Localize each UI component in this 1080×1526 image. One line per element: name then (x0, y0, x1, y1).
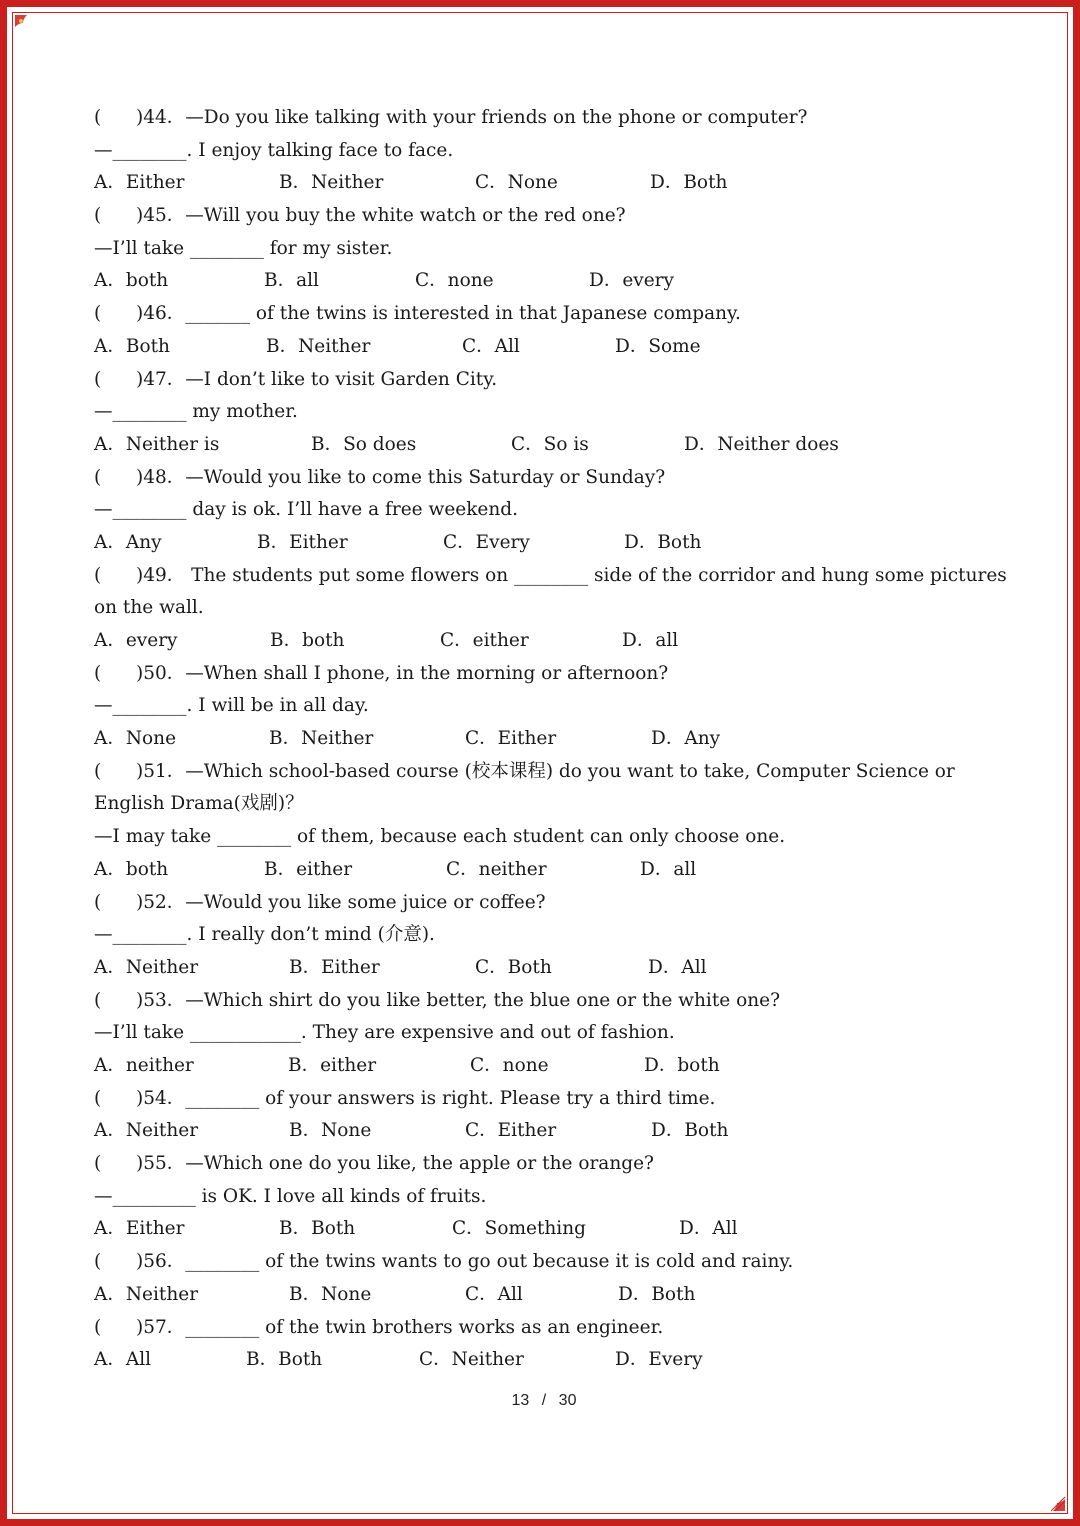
question-number: )50． (136, 662, 186, 684)
question-response (94, 233, 1024, 266)
question-text: ________ of the twins wants to go out because it is cold and rainy. (185, 1251, 794, 1273)
question-stem (94, 756, 1014, 821)
option-b[interactable]: B．None (289, 1283, 372, 1305)
question-item (94, 1083, 1024, 1148)
answer-bracket[interactable]: ( (94, 1153, 102, 1175)
option-d[interactable]: D．All (648, 956, 707, 978)
option-a[interactable]: A．Neither (94, 956, 199, 978)
option-d[interactable]: D．all (640, 858, 697, 880)
option-b[interactable]: B．both (270, 630, 345, 652)
option-c[interactable]: C．Something (452, 1218, 586, 1240)
option-a[interactable]: A．Neither is (94, 433, 220, 455)
question-text: —_________ is OK. I love all kinds of fruits. (94, 1185, 487, 1207)
option-row (94, 1213, 1024, 1246)
question-item (94, 364, 1024, 462)
page-total: 30 (558, 1392, 577, 1409)
option-d[interactable]: D．Every (615, 1349, 703, 1371)
question-text: _______ of the twins is interested in that Japanese company. (185, 303, 741, 325)
question-stem (94, 560, 1014, 625)
question-stem (94, 364, 1024, 397)
answer-bracket[interactable]: ( (94, 1316, 102, 1338)
option-a[interactable]: A．every (94, 630, 178, 652)
question-item (94, 200, 1024, 298)
option-b[interactable]: B．Neither (266, 335, 371, 357)
option-a[interactable]: A．All (94, 1349, 152, 1371)
option-c[interactable]: C．none (470, 1055, 549, 1076)
question-number: )54． (136, 1087, 186, 1109)
question-text: —________ my mother. (94, 401, 298, 423)
option-row (94, 1344, 1024, 1377)
question-response (94, 396, 1024, 429)
answer-bracket[interactable]: ( (94, 1251, 102, 1273)
corner-ornament-icon (1045, 1491, 1067, 1513)
question-text: —I’ll take ________ for my sister. (94, 237, 393, 259)
question-number: )52． (136, 891, 186, 913)
option-d[interactable]: D．Neither does (684, 433, 839, 455)
option-row (94, 527, 1024, 560)
option-b[interactable]: B．Both (279, 1218, 356, 1240)
option-b[interactable]: B．Both (246, 1349, 323, 1371)
option-row (94, 167, 1024, 200)
question-text: —Would you like to come this Saturday or Sunday? (185, 466, 666, 488)
question-text: —I don’t like to visit Garden City. (185, 368, 498, 390)
answer-bracket[interactable]: ( (94, 303, 102, 325)
question-item (94, 462, 1024, 560)
option-c[interactable]: C．either (440, 630, 529, 652)
question-stem (94, 985, 1024, 1018)
option-c[interactable]: C．Both (475, 956, 552, 978)
option-row (94, 854, 1024, 887)
question-response (94, 821, 1024, 854)
option-b[interactable]: B．either (288, 1055, 377, 1076)
option-a[interactable]: A．both (94, 270, 169, 292)
option-c[interactable]: C．All (462, 335, 520, 357)
question-text: —Would you like some juice or coffee? (185, 891, 546, 913)
option-b[interactable]: B．None (289, 1120, 372, 1142)
option-c[interactable]: C．None (475, 172, 558, 194)
option-a[interactable]: A．neither (94, 1055, 194, 1076)
question-response (94, 135, 1024, 168)
question-text: —When shall I phone, in the morning or afternoon? (185, 662, 669, 684)
question-item (94, 1246, 1024, 1311)
option-b[interactable]: B．Either (257, 531, 348, 553)
question-number: )49． (136, 564, 186, 586)
option-row (94, 723, 1024, 756)
question-item (94, 658, 1024, 756)
option-b[interactable]: B．all (264, 270, 319, 292)
question-text: —Which shirt do you like better, the blue one or the white one? (185, 989, 781, 1011)
question-text: ________ of the twin brothers works as an engineer. (185, 1316, 664, 1338)
option-c[interactable]: C．Either (465, 1120, 557, 1142)
answer-bracket[interactable]: ( (94, 564, 102, 586)
question-stem (94, 658, 1024, 691)
option-c[interactable]: C．neither (446, 858, 547, 880)
option-d[interactable]: D．Both (618, 1283, 696, 1305)
option-d[interactable]: D．Both (651, 1120, 729, 1142)
question-number: )55． (136, 1153, 186, 1175)
option-a[interactable]: A．Neither (94, 1120, 199, 1142)
question-item (94, 756, 1024, 887)
option-d[interactable]: D．both (644, 1055, 720, 1076)
option-c[interactable]: C．Neither (419, 1349, 524, 1371)
question-text: —________. I really don’t mind (介意). (94, 924, 435, 946)
option-d[interactable]: D．Any (651, 728, 721, 750)
option-d[interactable]: D．Both (624, 531, 702, 553)
question-stem (94, 200, 1024, 233)
option-c[interactable]: C．Every (443, 531, 530, 553)
question-response (94, 690, 1024, 723)
question-text: —________ day is ok. I’ll have a free weekend. (94, 499, 519, 521)
page-number (0, 1392, 1080, 1410)
answer-bracket[interactable]: ( (94, 662, 102, 684)
question-number: )51． (136, 760, 186, 782)
question-text: The students put some flowers on ________ side of the corridor and hung some pictures on the wall. (94, 564, 1007, 619)
answer-bracket[interactable]: ( (94, 205, 102, 227)
question-text: —Which one do you like, the apple or the orange? (185, 1153, 654, 1175)
question-text: —Which school-based course (校本课程) do you want to take, Computer Science or English Drama(戏剧)？ (94, 760, 955, 815)
question-item (94, 1312, 1024, 1377)
option-c[interactable]: C．Either (465, 728, 557, 750)
question-number: )45． (136, 205, 186, 227)
option-row (94, 1115, 1024, 1148)
question-response (94, 1181, 1024, 1214)
option-row (94, 265, 1024, 298)
option-a[interactable]: A．None (94, 728, 177, 750)
option-c[interactable]: C．All (465, 1283, 523, 1305)
option-a[interactable]: A．Neither (94, 1283, 199, 1305)
answer-bracket[interactable]: ( (94, 1087, 102, 1109)
question-number: )56． (136, 1251, 186, 1273)
option-row (94, 429, 1024, 462)
option-d[interactable]: D．All (679, 1218, 738, 1240)
question-response (94, 919, 1024, 952)
option-b[interactable]: B．Neither (279, 172, 384, 194)
option-d[interactable]: D．Some (615, 335, 701, 357)
question-number: )53． (136, 989, 186, 1011)
question-text: —Will you buy the white watch or the red one? (185, 205, 626, 227)
question-item (94, 1148, 1024, 1246)
question-stem (94, 1083, 1024, 1116)
question-text: —I may take ________ of them, because each student can only choose one. (94, 826, 786, 848)
option-a[interactable]: A．Either (94, 1218, 185, 1240)
question-item (94, 560, 1024, 658)
option-row (94, 952, 1024, 985)
option-a[interactable]: A．Both (94, 335, 170, 357)
question-stem (94, 462, 1024, 495)
question-text: —________. I enjoy talking face to face. (94, 139, 454, 161)
option-c[interactable]: C．So is (511, 433, 589, 455)
question-text: —I’ll take ____________. They are expensive and out of fashion. (94, 1022, 675, 1044)
option-d[interactable]: D．every (589, 270, 674, 292)
question-stem (94, 1148, 1024, 1181)
option-d[interactable]: D．Both (650, 172, 728, 194)
question-item (94, 102, 1024, 200)
page-current: 13 (511, 1392, 530, 1409)
question-number: )57． (136, 1316, 186, 1338)
question-stem (94, 298, 1024, 331)
option-row (94, 331, 1024, 364)
question-item (94, 298, 1024, 363)
question-number: )44． (136, 107, 186, 128)
question-stem (94, 102, 1024, 135)
question-text: ________ of your answers is right. Please try a third time. (185, 1087, 716, 1109)
option-b[interactable]: B．So does (311, 433, 417, 455)
question-number: )47． (136, 368, 186, 390)
answer-bracket[interactable]: ( (94, 760, 102, 782)
option-a[interactable]: A．Either (94, 172, 185, 194)
page-separator: / (541, 1392, 547, 1409)
option-a[interactable]: A．both (94, 858, 169, 880)
question-response (94, 494, 1024, 527)
answer-bracket[interactable]: ( (94, 107, 102, 128)
question-list (94, 102, 1024, 1377)
answer-bracket[interactable]: ( (94, 989, 102, 1011)
option-d[interactable]: D．all (622, 630, 679, 652)
question-stem (94, 887, 1024, 920)
question-response (94, 1017, 1024, 1050)
answer-bracket[interactable]: ( (94, 891, 102, 913)
option-row (94, 1050, 1024, 1083)
option-c[interactable]: C．none (415, 270, 494, 292)
question-text: —Do you like talking with your friends on the phone or computer? (185, 107, 808, 128)
option-b[interactable]: B．either (264, 858, 353, 880)
question-item (94, 887, 1024, 985)
option-row (94, 625, 1024, 658)
answer-bracket[interactable]: ( (94, 466, 102, 488)
question-stem (94, 1246, 1024, 1279)
question-number: )46． (136, 303, 186, 325)
answer-bracket[interactable]: ( (94, 368, 102, 390)
option-row (94, 1279, 1024, 1312)
option-b[interactable]: B．Neither (269, 728, 374, 750)
option-b[interactable]: B．Either (289, 956, 380, 978)
question-item (94, 985, 1024, 1083)
question-text: —________. I will be in all day. (94, 695, 369, 717)
option-a[interactable]: A．Any (94, 531, 162, 553)
corner-ornament-icon (13, 13, 35, 35)
question-number: )48． (136, 466, 186, 488)
question-stem (94, 1312, 1024, 1345)
